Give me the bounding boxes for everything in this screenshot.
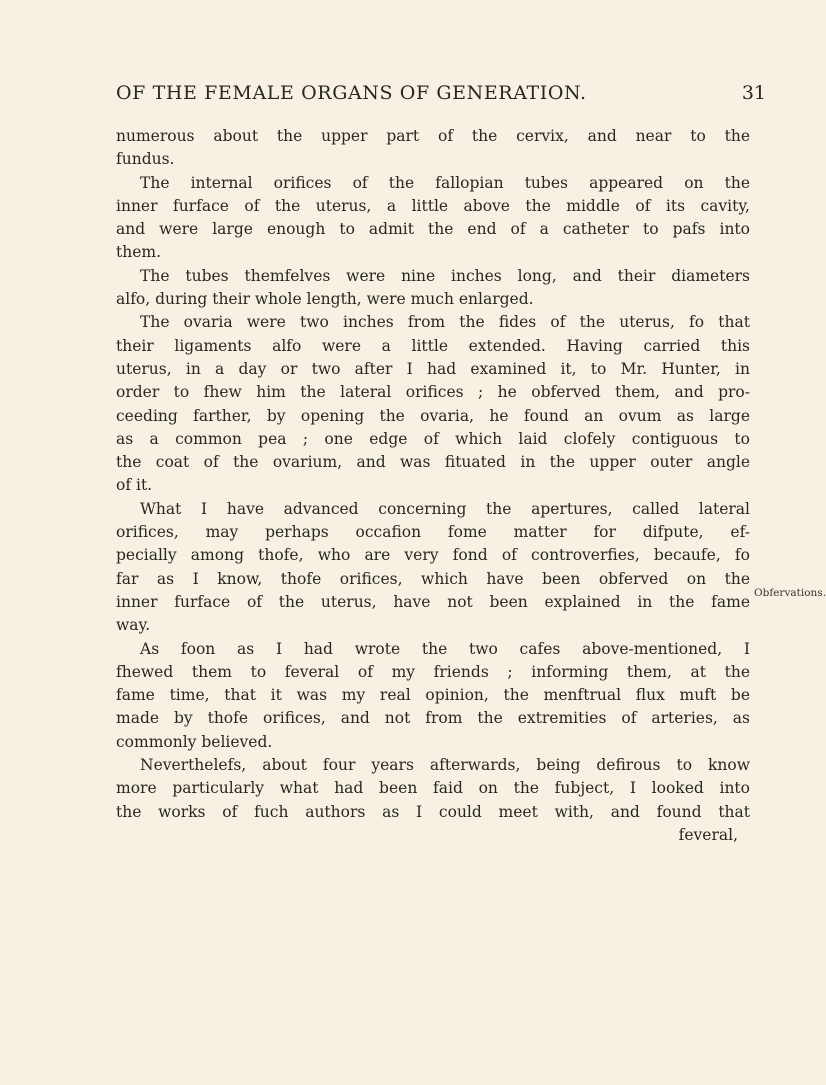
text-line: uterus, in a day or two after I had examined it, to Mr. Hunter, in [116,359,750,378]
running-title: OF THE FEMALE ORGANS OF GENERATION. [116,82,587,104]
text-line: The tubes themfelves were nine inches long, and their diameters [140,266,750,285]
text-line: What I have advanced concerning the apertures, called lateral [140,499,750,518]
text-line: order to fhew him the lateral orifices ; he obferved them, and pro- [116,383,750,402]
text-line: them. [116,243,162,262]
text-line: alfo, during their whole length, were much enlarged. [116,290,534,309]
text-line: of it. [116,476,153,495]
text-line: inner furface of the uterus, have not been explained in the fame [116,592,750,611]
text-line: the coat of the ovarium, and was fituated in the upper outer angle [116,453,750,472]
text-line: and were large enough to admit the end of a catheter to pafs into [116,220,750,239]
text-line: their ligaments alfo were a little extended. Having carried this [116,336,750,355]
page-number: 31 [741,82,766,104]
text-line: as a common pea ; one edge of which laid clofely contiguous to [116,429,750,448]
text-line: inner furface of the uterus, a little above the middle of its cavity, [116,196,750,215]
text-line: feveral, [678,825,738,844]
text-line: pecially among thofe, who are very fond of controverfies, becaufe, fo [116,546,750,565]
running-head [116,82,766,112]
text-line: As foon as I had wrote the two cafes above-mentioned, I [140,639,750,658]
text-line: fame time, that it was my real opinion, the menftrual flux muft be [116,686,750,705]
text-line: way. [116,616,151,635]
text-line: numerous about the upper part of the cervix, and near to the [116,127,750,145]
text-line: The internal orifices of the fallopian tubes appeared on the [140,173,750,192]
text-line: far as I know, thofe orifices, which have been obferved on the [116,569,750,588]
text-line: commonly believed. [116,732,273,751]
text-line: made by thofe orifices, and not from the extremities of arteries, as [116,709,750,728]
text-line: the works of fuch authors as I could meet with, and found that [116,802,750,821]
text-line: fhewed them to feveral of my friends ; informing them, at the [116,662,750,681]
margin-note: Obfervations. [754,587,826,599]
text-line: orifices, may perhaps occafion fome matter for difpute, ef- [116,523,750,542]
body-text [116,125,750,847]
text-line: more particularly what had been faid on the fubject, I looked into [116,779,750,798]
text-line: The ovaria were two inches from the fides of the uterus, fo that [140,313,750,332]
text-line: Neverthelefs, about four years afterwards, being defirous to know [140,756,750,775]
text-line: fundus. [116,150,175,169]
text-line: ceeding farther, by opening the ovaria, he found an ovum as large [116,406,750,425]
